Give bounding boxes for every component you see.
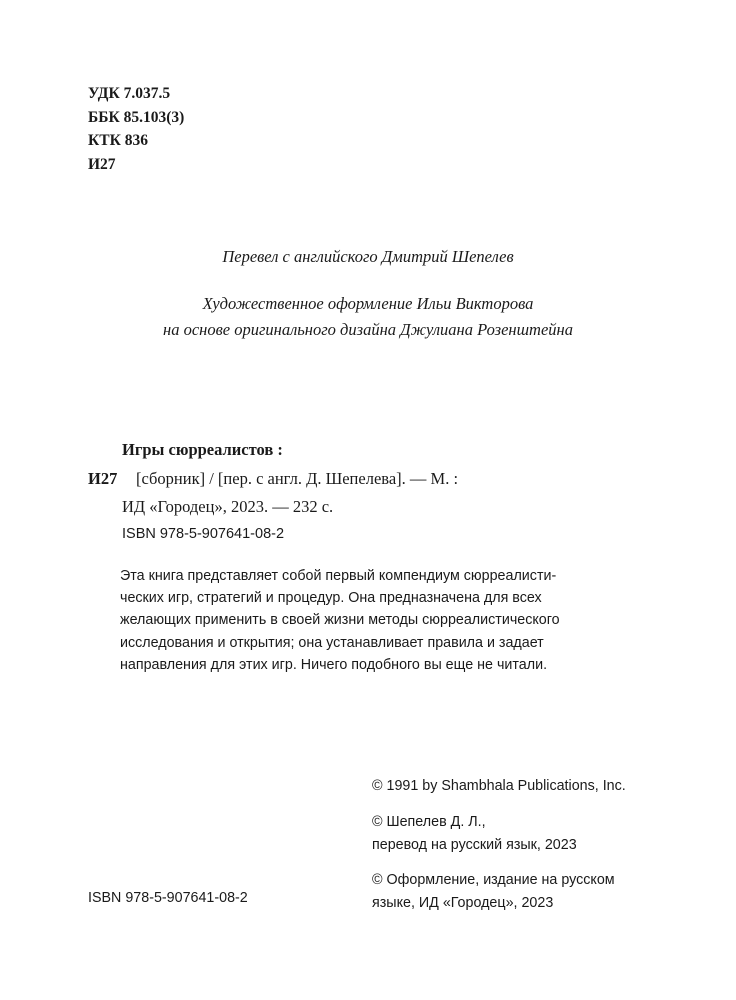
copyright-translation xyxy=(372,811,577,856)
footer-isbn: ISBN 978-5-907641-08-2 xyxy=(88,890,248,906)
annotation-line: желающих применить в своей жизни методы сюрреалистического xyxy=(120,612,560,629)
annotation-line: исследования и открытия; она устанавливает правила и задает xyxy=(120,634,544,651)
annotation-line: Эта книга представляет собой первый компендиум сюрреалисти- xyxy=(120,568,557,584)
author-mark: И27 xyxy=(88,155,116,173)
udk-code: УДК 7.037.5 xyxy=(88,85,171,102)
book-title: Игры сюрреалистов : xyxy=(122,440,283,459)
bib-isbn: ISBN 978-5-907641-08-2 xyxy=(122,526,285,542)
annotation-line: ческих игр, стратегий и процедур. Она предназначена для всех xyxy=(120,590,542,607)
design-credit-line-2: на основе оригинального дизайна Джулиана Розенштейна xyxy=(163,320,573,339)
classification-codes xyxy=(88,82,184,176)
copyright-design xyxy=(372,869,615,914)
bib-description-line-1: [сборник] / [пер. с англ. Д. Шепелева]. — М. : xyxy=(136,469,459,488)
copyright-translation-line-1: © Шепелев Д. Л., xyxy=(372,814,486,830)
annotation-line: направления для этих игр. Ничего подобного вы еще не читали. xyxy=(120,656,548,673)
bib-description-line-2: ИД «Городец», 2023. — 232 с. xyxy=(122,497,334,516)
bib-author-mark: И27 xyxy=(88,469,118,488)
design-credit-line-1: Художественное оформление Ильи Викторова xyxy=(202,294,534,313)
copyright-original: © 1991 by Shambhala Publications, Inc. xyxy=(372,778,626,794)
bbk-code: ББК 85.103(3) xyxy=(88,108,185,126)
copyright-translation-line-2: перевод на русский язык, 2023 xyxy=(372,836,577,853)
translator-credit: Перевел с английского Дмитрий Шепелев xyxy=(222,247,514,266)
ktk-code: КТК 836 xyxy=(88,132,148,149)
copyright-design-line-2: языке, ИД «Городец», 2023 xyxy=(372,894,554,911)
annotation xyxy=(120,565,640,676)
design-credit xyxy=(0,291,736,343)
copyright-design-line-1: © Оформление, издание на русском xyxy=(372,872,615,888)
